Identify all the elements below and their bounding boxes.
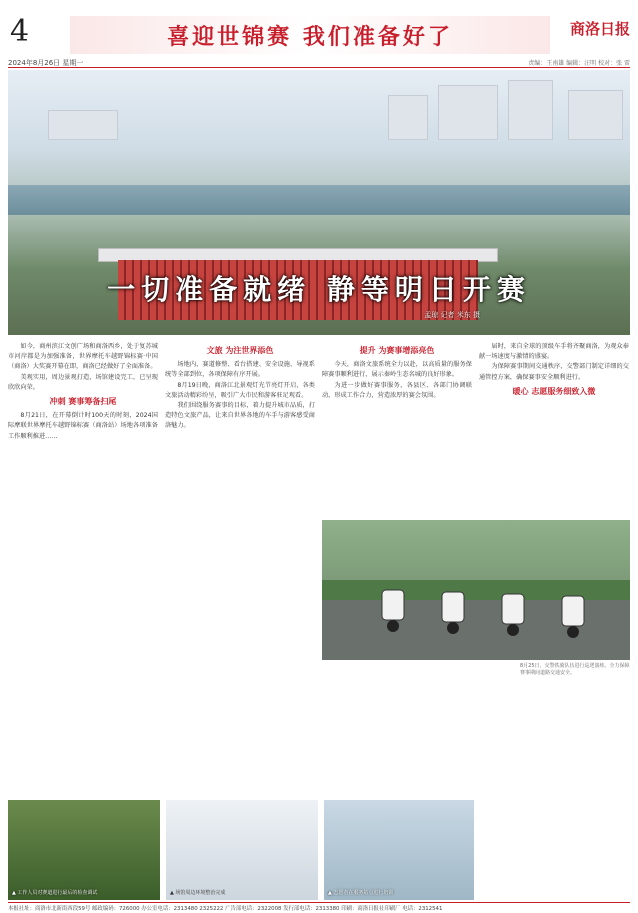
footer: 本报社址：商洛市北新街西段59号 邮政编码：726000 办公室电话：2313480 2325222 广告部电话：2322008 发行部电话：2313380 印刷：商洛日报社印刷厂 电话：2312541 [8,906,443,912]
section-subhead: 冲刺 赛事筹备扫尾 [49,397,117,407]
building [388,95,428,140]
bottom-photo-3 [324,800,474,900]
photo-credit: 孟琼 记者 米东 摄 [424,311,480,319]
paragraph: 我们围绕服务赛事的目标，着力提升城市品质，打造特色文旅产品，让来自世界各地的车手与游客感受商洛魅力。 [165,402,315,430]
newspaper-logo: 商洛日报 [569,20,630,38]
section-subhead: 文旅 为注世界添色 [206,346,274,355]
section-subhead: 提升 为赛事增添亮色 [359,346,435,355]
building [568,90,623,140]
photo-caption: ▲ 工作人员对赛道进行最后的检查调试 [12,890,98,896]
banner-title: 喜迎世锦赛 我们准备好了 [167,25,453,50]
paragraph: 8月19日晚，商洛江北景观灯光节亮灯开启，各类文旅活动精彩纷呈，吸引广大市民和游客驻足观看。 [165,381,315,399]
building [48,110,118,140]
paragraph: 8月21日，在开幕倒计时100天的时刻，2024国际摩联世界摩托车越野锦标赛（商洛站）场地各项准备工作顺利推进…… [8,412,158,440]
editor-credits: 责编：王南雄 编辑：汪明 校对：张 雷 [528,60,630,67]
article-column-1 [8,342,158,442]
bottom-photo-2 [166,800,318,900]
paragraph: 今天，商洛文旅系统全力以赴，以高质量的服务保障赛事顺利进行，展示秦岭生态名城的良好形象。 [322,361,472,379]
bottom-photo-1 [8,800,160,900]
top-rule [8,67,630,68]
banner [70,16,550,54]
masthead [0,0,638,67]
paragraph: 美观实用，周边景观打造，场馆建设完工，已呈现欣欣向荣。 [8,373,158,391]
paragraph: 场地内，赛道修整、看台搭建、安全设施、导视系统等全部到位，各项保障有序开展。 [165,361,315,379]
paragraph: 为保障赛事期间交通秩序，交警部门制定详细的交通管控方案，确保赛事安全顺利进行。 [479,363,629,381]
building [438,85,498,140]
page-number: 4 [10,14,30,49]
paragraph: 为进一步做好赛事服务，各县区、各部门协调联动，形成工作合力，营造浓厚的赛会氛围。 [322,381,472,399]
article-column-3 [322,342,472,401]
motorcycle-patrol-photo [322,520,630,660]
motorcycle-riders-illustration [322,520,630,660]
paragraph: 届时，来自全球的顶级车手将齐聚商洛，为观众奉献一场速度与激情的盛宴。 [479,343,629,361]
footer-rule [8,902,630,903]
paragraph: 如今，商州滨江文创广场和商洛西乡，处于复苏城市河岸都是为加强准备，世界摩托车越野锦标赛·中国（商洛）大奖赛开幕在即，商洛已经做好了全面准备。 [8,343,158,371]
river [8,185,630,215]
article-column-2 [165,342,315,432]
section-subhead: 暖心 志愿服务细致入微 [512,386,596,396]
photo-caption: 8月25日，交警铁骑队伍进行巡逻演练，全力保障赛事期间道路交通安全。 [520,663,630,676]
dateline: 2024年8月26日 星期一 [8,59,84,67]
main-photo [8,70,630,335]
building [508,80,553,140]
photo-caption: ▲ 志愿者在服务站点进行培训 [328,890,394,896]
article-column-4 [479,342,629,401]
photo-caption: ▲ 场馆周边环境整治完成 [170,890,226,896]
main-headline: 一切准备就绪 静等明日开赛 [107,273,531,306]
